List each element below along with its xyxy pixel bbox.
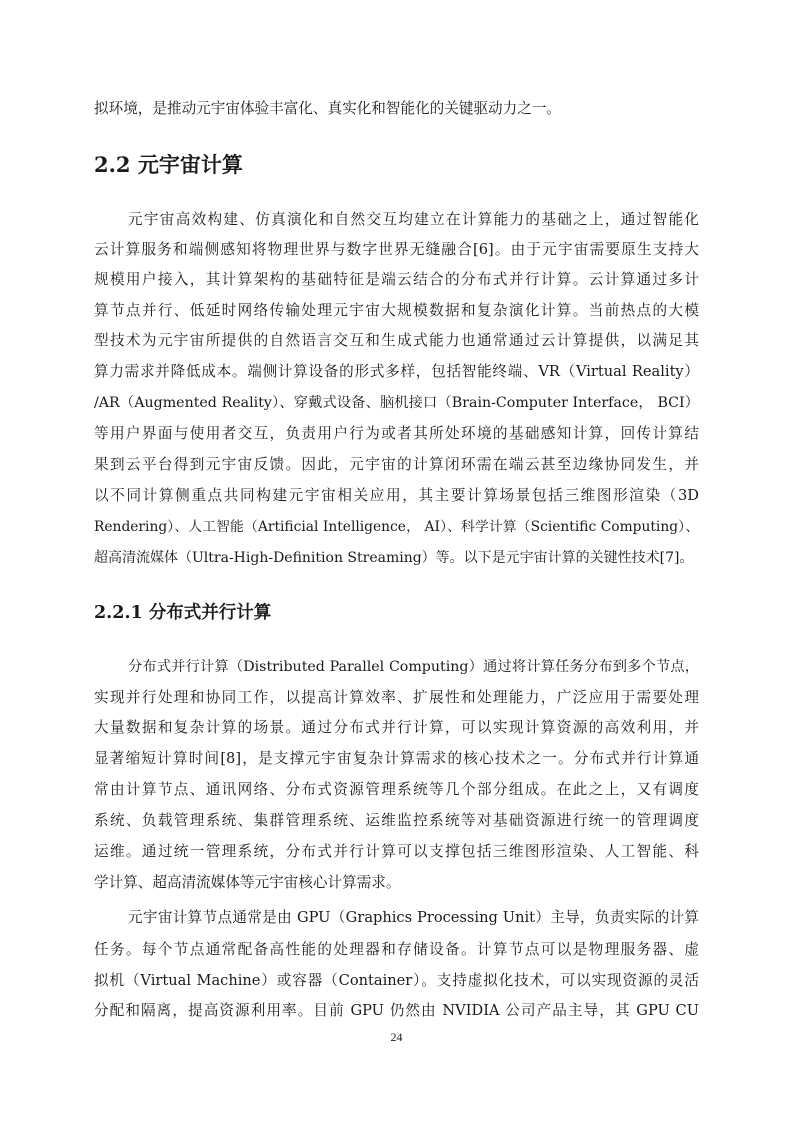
body-text-line: 算节点并行、低延时网络传输处理元宇宙大规模数据和复杂演化计算。当前热点的大模 bbox=[94, 302, 699, 319]
body-text-line: 型技术为元宇宙所提供的自然语言交互和生成式能力也通常通过云计算提供，以满足其 bbox=[94, 332, 699, 349]
body-text-line: 拟机（Virtual Machine）或容器（Container）。支持虚拟化技术，可以实现资源的灵活 bbox=[94, 972, 699, 989]
body-text-line: 拟环境，是推动元宇宙体验丰富化、真实化和智能化的关键驱动力之一。 bbox=[94, 100, 562, 117]
body-text-line: 等用户界面与使用者交互，负责用户行为或者其所处环境的基础感知计算，回传计算结 bbox=[94, 425, 699, 442]
body-text-line: 超高清流媒体（Ultra-High-Definition Streaming）等。以下是元宇宙计算的关键性技术[7]。 bbox=[94, 550, 694, 566]
body-text-line: 学计算、超高清流媒体等元宇宙核心计算需求。 bbox=[94, 874, 401, 891]
body-text-line: Rendering）、人工智能（Artificial Intelligence， AI）、科学计算（Scientific Computing）、 bbox=[94, 519, 699, 535]
body-text-line: /AR（Augmented Reality）、穿戴式设备、脑机接口（Brain-Computer Interface， BCI） bbox=[94, 395, 699, 411]
body-text-line: 规模用户接入，其计算架构的基础特征是端云结合的分布式并行计算。云计算通过多计 bbox=[94, 271, 699, 288]
body-text-line: 常由计算节点、通讯网络、分布式资源管理系统等几个部分组成。在此之上，又有调度 bbox=[94, 781, 699, 798]
section-heading: 2.2 元宇宙计算 bbox=[94, 152, 243, 177]
body-text-line: 任务。每个节点通常配备高性能的处理器和存储设备。计算节点可以是物理服务器、虚 bbox=[94, 941, 699, 958]
body-text-line: 分配和隔离，提高资源利用率。目前 GPU 仍然由 NVIDIA 公司产品主导，其 GPU CU bbox=[94, 1002, 699, 1019]
body-text-line: 算力需求并降低成本。端侧计算设备的形式多样，包括智能终端、VR（Virtual Reality） bbox=[94, 363, 699, 380]
body-text-line: 元宇宙高效构建、仿真演化和自然交互均建立在计算能力的基础之上，通过智能化 bbox=[128, 211, 699, 228]
body-text-line: 云计算服务和端侧感知将物理世界与数字世界无缝融合[6]。由于元宇宙需要原生支持大 bbox=[94, 241, 699, 258]
body-text-line: 大量数据和复杂计算的场景。通过分布式并行计算，可以实现计算资源的高效利用，并 bbox=[94, 719, 699, 736]
body-text-line: 运维。通过统一管理系统，分布式并行计算可以支撑包括三维图形渲染、人工智能、科 bbox=[94, 843, 699, 860]
body-text-line: 果到云平台得到元宇宙反馈。因此，元宇宙的计算闭环需在端云甚至边缘协同发生，并 bbox=[94, 456, 699, 473]
subsection-heading: 2.2.1 分布式并行计算 bbox=[94, 603, 272, 623]
body-text-line: 实现并行处理和协同工作，以提高计算效率、扩展性和处理能力，广泛应用于需要处理 bbox=[94, 689, 699, 706]
page-number: 24 bbox=[390, 1030, 403, 1044]
body-text-line: 元宇宙计算节点通常是由 GPU（Graphics Processing Unit）主导，负责实际的计算 bbox=[128, 909, 699, 926]
body-text-line: 分布式并行计算（Distributed Parallel Computing）通过将计算任务分布到多个节点， bbox=[128, 659, 699, 675]
body-text-line: 系统、负载管理系统、集群管理系统、运维监控系统等对基础资源进行统一的管理调度 bbox=[94, 812, 699, 829]
body-text-line: 显著缩短计算时间[8]，是支撑元宇宙复杂计算需求的核心技术之一。分布式并行计算通 bbox=[94, 750, 699, 767]
body-text-line: 以不同计算侧重点共同构建元宇宙相关应用，其主要计算场景包括三维图形渲染（3D bbox=[94, 487, 699, 504]
